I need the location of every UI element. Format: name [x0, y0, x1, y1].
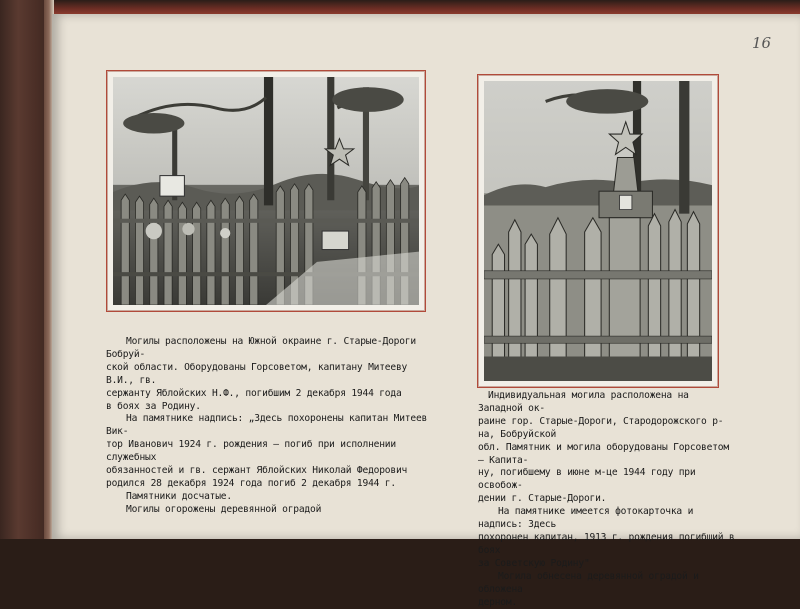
- caption-left: [106, 336, 436, 517]
- grave-photo-left: [113, 77, 419, 305]
- photo-frame-right: [477, 74, 719, 388]
- album-top-edge: [0, 0, 800, 14]
- caption-right-paragraph: Индивидуальная могила расположена на Западной ок- раине гор. Старые-Дороги, Стародорожского р-на, Бобруйской обл. Памятник и могила оборудованы Горсоветом – Капита- ну, погибшему в июне м-це 1944 году при освобож- дении г. Старые-Дороги.: [478, 390, 729, 505]
- grave-photo-right: [484, 81, 712, 381]
- caption-right-paragraph: Могила обнесена деревянной оградой и обложена дерном.: [478, 570, 699, 608]
- caption-right-paragraph: На памятнике имеется фотокарточка и надпись: Здесь похоронен капитан, 1913 г. рождения погибший в боях за Советскую Родину": [478, 506, 735, 569]
- caption-left-paragraph: Могилы огорожены деревянной оградой: [126, 503, 322, 515]
- caption-right: [478, 390, 738, 609]
- caption-left-paragraph: На памятнике надпись: „Здесь похоронены капитан Митеев Вик- тор Иванович 1924 г. рождения – погиб при исполнении служебных обязанностей и гв. сержант Яблойских Николай Федорович родился 28 декабря 1924 года погиб 2 декабря 1944 г.: [106, 413, 428, 489]
- page-number: 16: [752, 34, 772, 52]
- photo-frame-left: [106, 70, 426, 312]
- caption-left-paragraph: Могилы расположены на Южной окраине г. Старые-Дороги Бобруй- ской области. Оборудованы Горсоветом, капитану Митееву В.И., гв. сержанту Яблойских Н.Ф., погибшим 2 декабря 1944 года в боях за Родину.: [106, 336, 416, 412]
- caption-left-paragraph: Памятники досчатые.: [126, 490, 232, 502]
